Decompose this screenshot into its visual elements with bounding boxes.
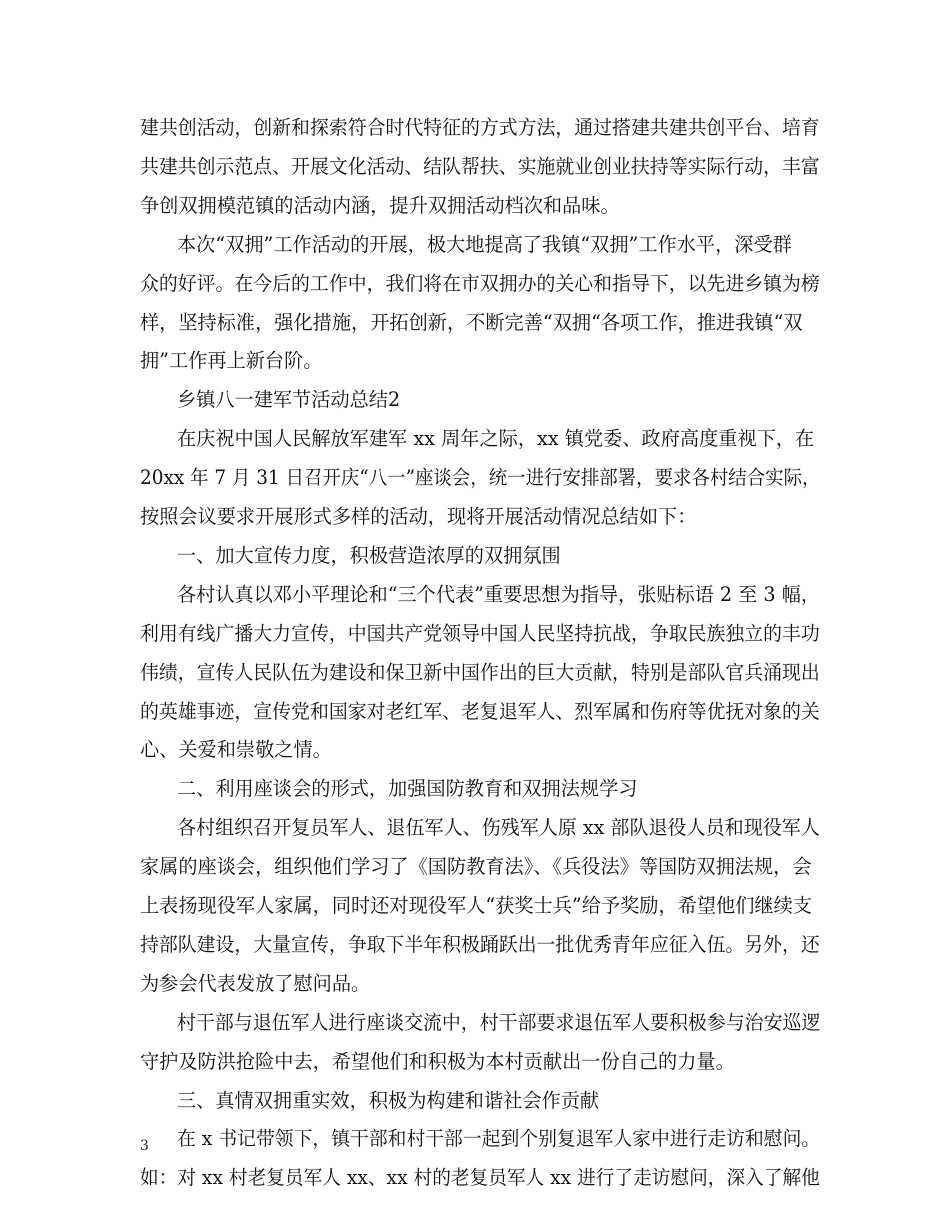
text-line: 心、关爱和崇敬之情。: [140, 738, 332, 762]
text-line: 在 x 书记带领下，镇干部和村干部一起到个别复退军人家中进行走访和慰问。: [177, 1127, 821, 1151]
text-line: 各村认真以邓小平理论和“三个代表”重要思想为指导，张贴标语 2 至 3 幅，: [177, 582, 821, 606]
text-line: 的英雄事迹，宣传党和国家对老红军、老复退军人、烈军属和伤府等优抚对象的关: [140, 699, 820, 723]
text-line: 乡镇八一建军节活动总结2: [177, 388, 401, 412]
text-line: 建共创活动，创新和探索符合时代特征的方式方法，通过搭建共建共创平台、培育: [140, 116, 820, 139]
text-line: 上表扬现役军人家属，同时还对现役军人“获奖士兵”给予奖励，希望他们继续支: [140, 894, 812, 917]
page-number: 3: [140, 1138, 149, 1154]
text-line: 村干部与退伍军人进行座谈交流中，村干部要求退伍军人要积极参与治安巡逻: [177, 1010, 821, 1034]
text-line: 争创双拥模范镇的活动内涵，提升双拥活动档次和品味。: [140, 193, 620, 217]
text-line: 本次“双拥”工作活动的开展，极大地提高了我镇“双拥”工作水平，深受群: [177, 232, 792, 256]
text-line: 各村组织召开复员军人、退伍军人、伤残军人原 xx 部队退役人员和现役军人: [177, 816, 820, 840]
text-line: 共建共创示范点、开展文化活动、结队帮扶、实施就业创业扶持等实际行动，丰富: [140, 154, 820, 178]
text-line: 在庆祝中国人民解放军建军 xx 周年之际，xx 镇党委、政府高度重视下，在: [177, 427, 815, 451]
text-line: 众的好评。在今后的工作中，我们将在市双拥办的关心和指导下，以先进乡镇为榜: [140, 271, 820, 295]
text-line: 持部队建设，大量宣传，争取下半年积极踊跃出一批优秀青年应征入伍。另外，还: [140, 932, 820, 956]
text-line: 20xx 年 7 月 31 日召开庆“八一”座谈会，统一进行安排部署，要求各村结合实际，: [140, 466, 821, 490]
text-line: 样，坚持标准，强化措施，开拓创新，不断完善“双拥“各项工作，推进我镇“双: [140, 310, 803, 334]
text-line: 家属的座谈会，组织他们学习了《国防教育法》、《兵役法》等国防双拥法规，会: [140, 855, 812, 879]
text-line: 为参会代表发放了慰问品。: [140, 971, 371, 995]
text-line: 一、加大宣传力度，积极营造浓厚的双拥氛围: [177, 543, 561, 567]
text-line: 二、利用座谈会的形式，加强国防教育和双拥法规学习: [177, 777, 638, 801]
text-line: 守护及防洪抢险中去，希望他们和积极为本村贡献出一份自己的力量。: [140, 1049, 735, 1073]
text-line: 如：对 xx 村老复员军人 xx、xx 村的老复员军人 xx 进行了走访慰问，深入了解他: [140, 1166, 820, 1190]
text-line: 拥”工作再上新台阶。: [140, 349, 323, 373]
text-line: 按照会议要求开展形式多样的活动，现将开展活动情况总结如下：: [140, 505, 697, 528]
text-line: 三、真情双拥重实效，积极为构建和谐社会作贡献: [177, 1088, 600, 1112]
text-line: 利用有线广播大力宣传，中国共产党领导中国人民坚持抗战，争取民族独立的丰功: [140, 621, 820, 645]
text-line: 伟绩，宣传人民队伍为建设和保卫新中国作出的巨大贡献，特别是部队官兵涌现出: [140, 660, 820, 684]
